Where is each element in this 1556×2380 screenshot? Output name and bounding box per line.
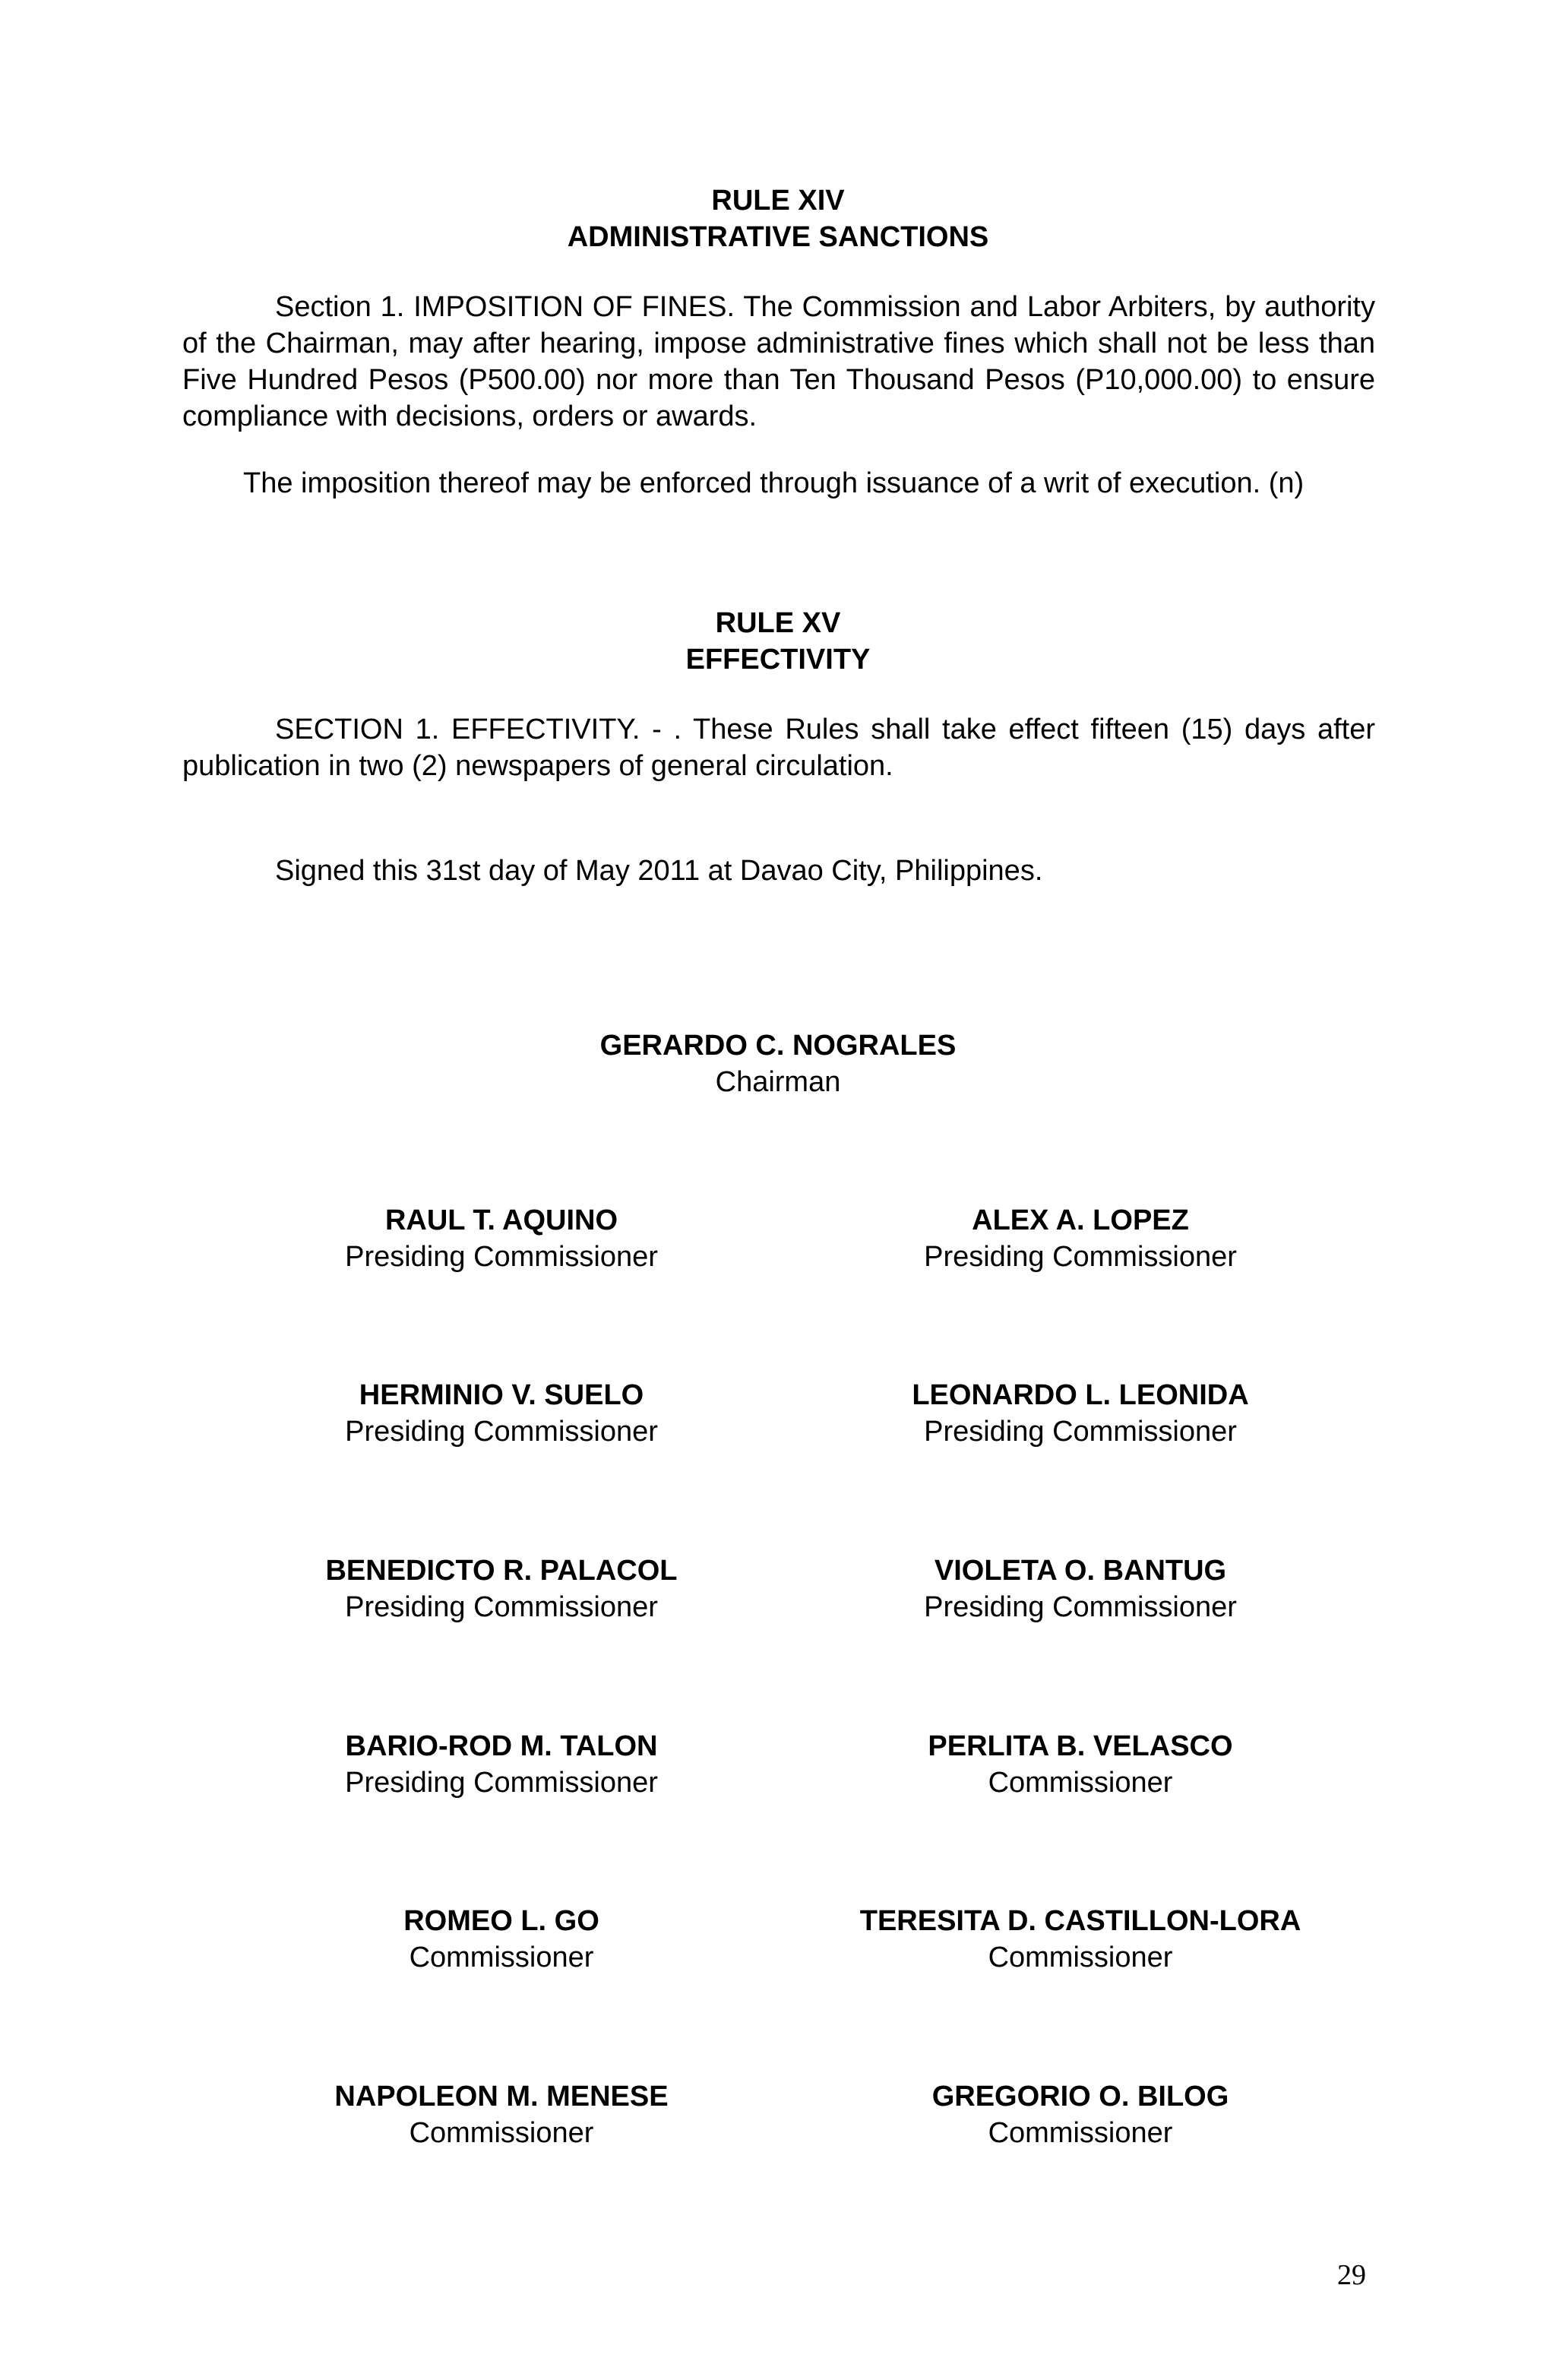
page-number: 29 xyxy=(1337,2259,1366,2291)
rule-15-heading: RULE XV xyxy=(715,607,841,639)
signatory-name: PERLITA B. VELASCO xyxy=(928,1730,1233,1762)
signatory-block xyxy=(776,1903,1384,1976)
signatory-name: GREGORIO O. BILOG xyxy=(931,2081,1229,2113)
signatory-block xyxy=(776,1377,1384,1450)
signatory-block xyxy=(776,1202,1384,1275)
signatory-block xyxy=(198,1377,805,1450)
signatory-block xyxy=(198,1202,805,1275)
signatory-title: Presiding Commissioner xyxy=(345,1241,658,1273)
rule-14-section-1-paragraph-2: The imposition thereof may be enforced through issuance of a writ of execution. (n) xyxy=(243,467,1305,499)
signatory-block xyxy=(198,1903,805,1976)
rule-14-section-1: Section 1. IMPOSITION OF FINES. The Commission and Labor Arbiters, by authority of the Chairman, may after hearing, impose administrative fines which shall not be less than Five Hundred Pesos (P500.00) nor more than Ten Thousand Pesos (P10,000.00) to ensure compliance with decisions, orders or awards. xyxy=(182,291,1375,432)
chairman-signature-block xyxy=(474,1027,1082,1100)
signatory-name: BENEDICTO R. PALACOL xyxy=(325,1555,678,1587)
signatory-name: BARIO-ROD M. TALON xyxy=(345,1730,658,1762)
rule-15-subheading: EFFECTIVITY xyxy=(685,644,871,676)
chairman-title: Chairman xyxy=(715,1066,841,1098)
signatory-title: Presiding Commissioner xyxy=(924,1591,1237,1623)
signatory-title: Presiding Commissioner xyxy=(345,1767,658,1799)
signatory-title: Commissioner xyxy=(988,1767,1173,1799)
signatory-title: Presiding Commissioner xyxy=(345,1416,658,1448)
signatory-name: TERESITA D. CASTILLON-LORA xyxy=(859,1905,1301,1937)
signatory-block xyxy=(776,2078,1384,2151)
signatory-block xyxy=(776,1728,1384,1801)
signatory-block xyxy=(198,2078,805,2151)
signatory-title: Presiding Commissioner xyxy=(924,1241,1237,1273)
signatory-name: LEONARDO L. LEONIDA xyxy=(912,1379,1249,1411)
chairman-name: GERARDO C. NOGRALES xyxy=(599,1030,957,1062)
signatory-title: Presiding Commissioner xyxy=(924,1416,1237,1448)
signatory-name: NAPOLEON M. MENESE xyxy=(334,2081,669,2113)
signatory-name: ROMEO L. GO xyxy=(403,1905,599,1937)
rule-14-heading: RULE XIV xyxy=(711,185,845,217)
signatory-title: Commissioner xyxy=(409,1942,594,1973)
signatory-title: Presiding Commissioner xyxy=(345,1591,658,1623)
signatory-title: Commissioner xyxy=(409,2117,594,2149)
signatory-block xyxy=(776,1552,1384,1625)
signatory-name: ALEX A. LOPEZ xyxy=(972,1204,1189,1236)
signatory-name: HERMINIO V. SUELO xyxy=(359,1379,644,1411)
signed-line: Signed this 31st day of May 2011 at Davao City, Philippines. xyxy=(275,855,1043,887)
rule-15-section-1: SECTION 1. EFFECTIVITY. - . These Rules shall take effect fifteen (15) days after publication in two (2) newspapers of general circulation. xyxy=(182,714,1375,782)
signatory-name: RAUL T. AQUINO xyxy=(384,1204,618,1236)
signatory-block xyxy=(198,1552,805,1625)
signatory-block xyxy=(198,1728,805,1801)
rule-14-subheading: ADMINISTRATIVE SANCTIONS xyxy=(567,221,989,253)
signatory-title: Commissioner xyxy=(988,2117,1173,2149)
signatory-name: VIOLETA O. BANTUG xyxy=(934,1555,1227,1587)
signatory-title: Commissioner xyxy=(988,1942,1173,1973)
